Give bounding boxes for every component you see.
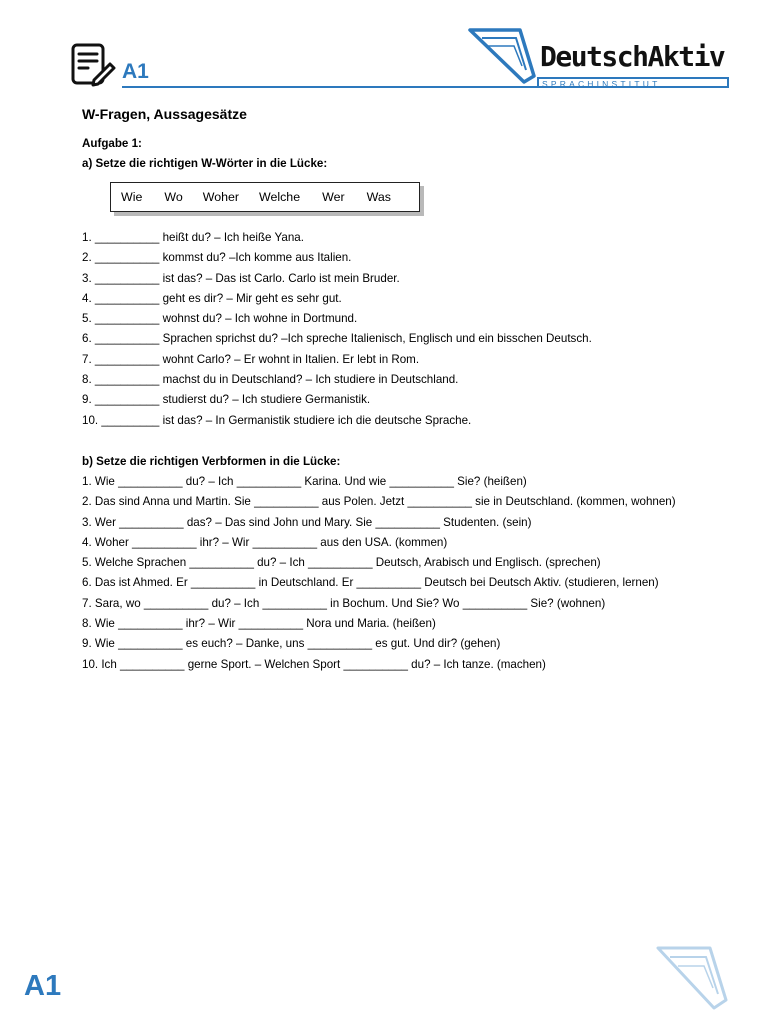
task-label: Aufgabe 1: xyxy=(82,137,142,150)
word-bank xyxy=(110,182,420,212)
exercise-item: 8. __________ machst du in Deutschland? – Ich studiere in Deutschland. xyxy=(82,373,459,387)
worksheet-title: W-Fragen, Aussagesätze xyxy=(82,106,247,122)
task-a-marker: a) xyxy=(82,157,93,171)
word-bank-item: Wie xyxy=(121,190,143,204)
exercise-item: 6. __________ Sprachen sprichst du? –Ich spreche Italienisch, Englisch und ein bisschen Deutsch. xyxy=(82,332,592,346)
task-b-marker: b) xyxy=(82,455,93,468)
word-bank-item: Wo xyxy=(164,190,183,204)
word-bank-item: Welche xyxy=(259,190,301,204)
exercise-item: 4. __________ geht es dir? – Mir geht es sehr gut. xyxy=(82,291,342,305)
word-bank-item: Wer xyxy=(322,190,345,204)
exercise-item: 3. __________ ist das? – Das ist Carlo. Carlo ist mein Bruder. xyxy=(82,271,400,285)
brand-name: DeutschAktiv xyxy=(540,40,725,73)
exercise-item: 9. __________ studierst du? – Ich studiere Germanistik. xyxy=(82,393,371,407)
exercise-item: 1. Wie __________ du? – Ich __________ Karina. Und wie __________ Sie? (heißen) xyxy=(82,475,527,488)
exercise-item: 4. Woher __________ ihr? – Wir __________ aus den USA. (kommen) xyxy=(82,535,448,549)
exercise-item: 5. __________ wohnst du? – Ich wohne in Dortmund. xyxy=(82,312,358,326)
worksheet-edit-icon xyxy=(70,42,116,88)
task-b-list xyxy=(82,472,732,675)
exercise-item: 5. Welche Sprachen __________ du? – Ich __________ Deutsch, Arabisch und Englisch. (sprechen) xyxy=(82,556,601,570)
exercise-item: 10. Ich __________ gerne Sport. – Welchen Sport __________ du? – Ich tanze. (machen) xyxy=(82,657,546,671)
exercise-item: 6. Das ist Ahmed. Er __________ in Deutschland. Er __________ Deutsch bei Deutsch Aktiv. (studieren, lernen) xyxy=(82,576,659,590)
word-bank-item: Woher xyxy=(202,190,239,204)
exercise-item: 10. _________ ist das? – In Germanistik studiere ich die deutsche Sprache. xyxy=(82,413,472,427)
exercise-item: 3. Wer __________ das? – Das sind John und Mary. Sie __________ Studenten. (sein) xyxy=(82,515,532,529)
exercise-item: 9. Wie __________ es euch? – Danke, uns __________ es gut. Und dir? (gehen) xyxy=(82,637,501,651)
task-a-instruction-text: Setze die richtigen W-Wörter in die Lücke: xyxy=(92,157,328,171)
footer-level-label: A1 xyxy=(24,970,62,1002)
level-label: A1 xyxy=(122,60,149,83)
brand-watermark-icon xyxy=(656,944,730,1012)
task-a-heading xyxy=(82,134,732,175)
task-b-instruction-text: Setze die richtigen Verbformen in die Lücke: xyxy=(92,455,341,468)
exercise-item: 8. Wie __________ ihr? – Wir __________ Nora und Maria. (heißen) xyxy=(82,617,436,631)
exercise-item: 7. Sara, wo __________ du? – Ich __________ in Bochum. Und Sie? Wo __________ Sie? (wohnen) xyxy=(82,596,606,610)
exercise-item: 1. __________ heißt du? – Ich heiße Yana. xyxy=(82,231,304,244)
exercise-item: 7. __________ wohnt Carlo? – Er wohnt in Italien. Er lebt in Rom. xyxy=(82,352,420,366)
brand-subtitle: SPRACHINSTITUT xyxy=(542,79,661,89)
word-bank-item: Was xyxy=(366,190,391,204)
task-a-instruction xyxy=(82,154,732,174)
exercise-item: 2. Das sind Anna und Martin. Sie __________ aus Polen. Jetzt __________ sie in Deutschland. (kommen, wohnen) xyxy=(82,495,676,509)
exercise-item: 2. __________ kommst du? –Ich komme aus Italien. xyxy=(82,251,352,265)
task-a-list xyxy=(82,228,732,431)
task-b-instruction xyxy=(82,452,340,472)
